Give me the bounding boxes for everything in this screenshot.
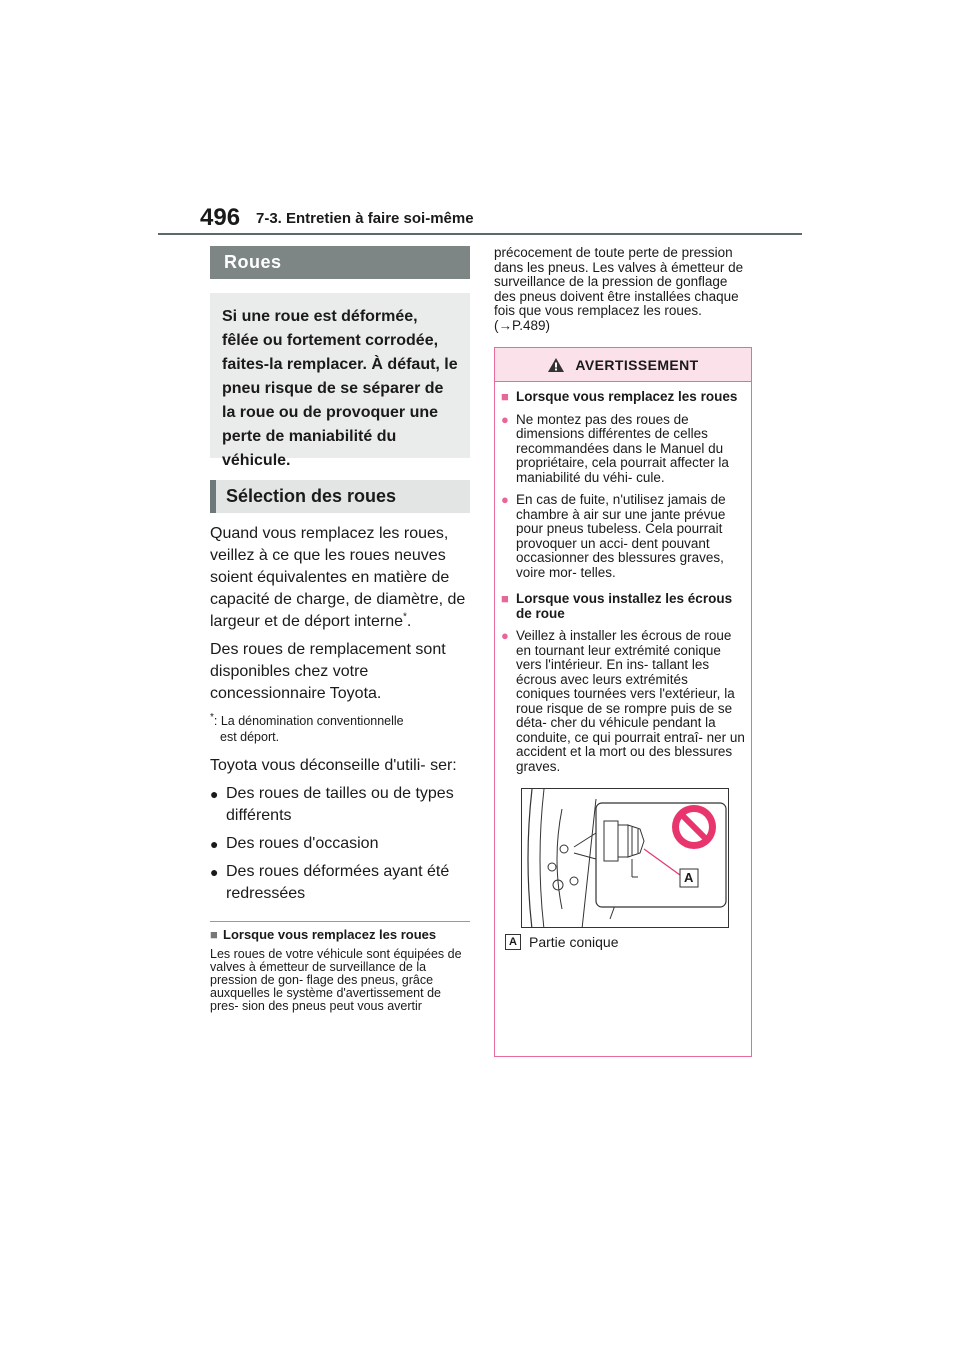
illustration-label-a: A bbox=[684, 870, 694, 885]
left-column bbox=[210, 246, 470, 1013]
warning-title: AVERTISSEMENT bbox=[575, 356, 699, 373]
page-reference: (→P.489) bbox=[494, 317, 551, 333]
list-item bbox=[210, 833, 470, 855]
square-icon: ■ bbox=[501, 591, 509, 606]
summary-box: Si une roue est déformée, fêlée ou fortement corrodée, faites-la remplacer. À défaut, le pneu risque de se séparer de la roue ou de provoquer une perte de maniabilité du véhicule. bbox=[210, 293, 470, 458]
right-column bbox=[494, 246, 752, 1057]
square-icon: ■ bbox=[501, 389, 509, 404]
wheel-nut-illustration bbox=[521, 788, 729, 928]
section-title: 7-3. Entretien à faire soi-même bbox=[256, 210, 474, 227]
paragraph-advice: Toyota vous déconseille d'utili- ser: bbox=[210, 757, 457, 774]
bullet-icon: ● bbox=[501, 628, 509, 643]
list-item-text: Des roues d'occasion bbox=[226, 835, 379, 852]
warning-content bbox=[495, 382, 751, 950]
list-item-text: Des roues déformées ayant été redressées bbox=[226, 863, 450, 902]
warning-item bbox=[501, 413, 745, 486]
warning-header bbox=[495, 348, 751, 382]
warning-subheading-text: Lorsque vous installez les écrous de roue bbox=[516, 591, 733, 621]
footnote-line2: est déport. bbox=[220, 730, 280, 744]
warning-item-text: Veillez à installer les écrous de roue en tournant leur extrémité conique vers l'intérieur. En ins- tallant les écrous avec leurs extrémités coniques tournées vers l'extérieur, la roue risque de se rompre puis de se déta- cher du véhicule pendant la conduite, ce qui pourrait entraî- ner un accident et la mort ou des blessures graves. bbox=[516, 628, 745, 774]
footnote bbox=[210, 713, 470, 745]
bullet-icon: ● bbox=[210, 836, 219, 852]
bullet-icon: ● bbox=[501, 411, 509, 427]
warning-item-text: En cas de fuite, n'utilisez jamais de chambre à air sur une jante prévue pour pneus tubeless. Cela pourrait provoquer un acci- dent pouvant occasionner des blessures graves, voire mor- telles. bbox=[516, 492, 726, 580]
footnote-mark: * bbox=[210, 711, 214, 723]
bullet-icon: ● bbox=[210, 864, 219, 880]
list-item-text: Des roues de tailles ou de types différents bbox=[226, 785, 454, 824]
page-number: 496 bbox=[200, 204, 241, 231]
paragraph-dealer: Des roues de remplacement sont disponibles chez votre concessionnaire Toyota. bbox=[210, 641, 446, 702]
illustration-caption bbox=[501, 934, 745, 950]
paragraph-selection-end: . bbox=[406, 613, 412, 630]
warning-subheading bbox=[501, 390, 745, 405]
note-text: Les roues de votre véhicule sont équipées de valves à émetteur de surveillance de la pression de gon- flage des pneus, grâce auxquelles le système d'avertissement de pres- sion des pneus peut vous avertir bbox=[210, 947, 462, 1013]
warning-item bbox=[501, 629, 745, 774]
paragraph-selection-text: Quand vous remplacez les roues, veillez à ce que les roues neuves soient équivalentes en matière de capacité de charge, de diamètre, de largeur et de déport interne bbox=[210, 525, 466, 630]
warning-triangle-icon bbox=[547, 357, 565, 373]
warning-subheading-text: Lorsque vous remplacez les roues bbox=[516, 389, 738, 404]
warning-item bbox=[501, 493, 745, 580]
page-header bbox=[200, 200, 800, 236]
continued-text bbox=[494, 246, 752, 333]
header-rule bbox=[158, 233, 802, 235]
note-heading bbox=[210, 928, 470, 942]
warning-subheading bbox=[501, 592, 745, 621]
bullet-icon: ● bbox=[501, 492, 509, 507]
footnote-line1: : La dénomination conventionnelle bbox=[213, 714, 404, 728]
warning-item-text: Ne montez pas des roues de dimensions différentes de celles recommandées dans le Manuel du propriétaire, cela pourrait affecter la maniabilité du véhi- cule. bbox=[516, 411, 729, 485]
footnote-ref: * bbox=[403, 611, 407, 623]
heading-selection: Sélection des roues bbox=[210, 480, 470, 513]
caption-text: Partie conique bbox=[529, 934, 619, 950]
note-heading-text: Lorsque vous remplacez les roues bbox=[223, 927, 437, 942]
square-icon: ■ bbox=[210, 927, 218, 942]
divider bbox=[210, 921, 470, 922]
warning-box bbox=[494, 347, 752, 1057]
continued-text-body: précocement de toute perte de pression dans les pneus. Les valves à émetteur de surveillance de la pression de gonflage des pneus doivent être installées chaque fois que vous remplacez les roues. bbox=[494, 245, 744, 318]
wheel-illustration-drawing bbox=[522, 789, 729, 928]
heading-roues: Roues bbox=[210, 246, 470, 279]
list-item bbox=[210, 861, 470, 905]
caption-badge: A bbox=[505, 934, 521, 950]
list-item bbox=[210, 783, 470, 827]
bullet-icon: ● bbox=[210, 786, 219, 802]
paragraph-selection bbox=[210, 523, 470, 633]
